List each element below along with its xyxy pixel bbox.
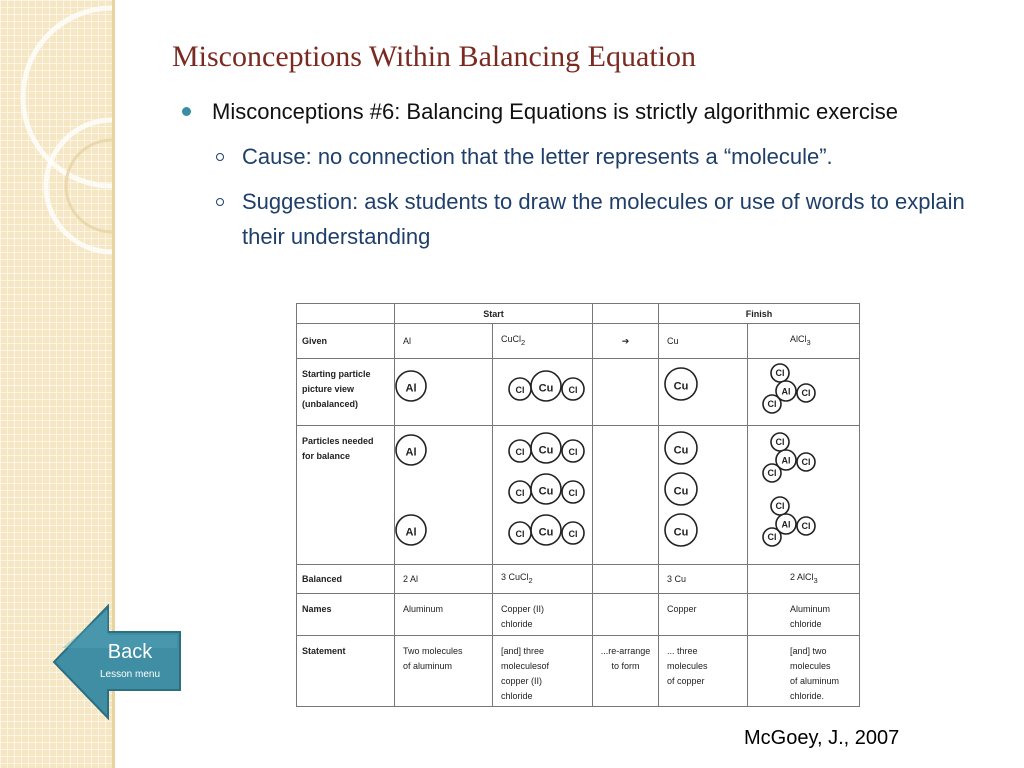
statement-line: of aluminum <box>790 676 840 686</box>
given-alcl3-formula: AlCl <box>790 334 807 345</box>
cu-molecule <box>665 368 697 400</box>
balanced-cu: 3 Cu <box>659 565 748 594</box>
sub-bullet-suggestion-text: Suggestion: ask students to draw the molecules or use of words to explain their understanding <box>242 189 965 249</box>
start-cu-drawing <box>659 359 748 425</box>
given-cucl2-sub: 2 <box>521 337 526 347</box>
sub-bullet-cause-text: Cause: no connection that the letter represents a “molecule”. <box>242 144 833 169</box>
statement-line: [and] three <box>501 646 545 656</box>
statement-line: moleculesof <box>501 661 550 671</box>
back-button-label[interactable]: Back <box>107 641 153 663</box>
names-al: Aluminum <box>395 594 493 636</box>
label-line: (unbalanced) <box>302 399 359 409</box>
label-line: Particles needed <box>302 436 374 446</box>
given-alcl3-sub: 3 <box>806 337 811 347</box>
row-particles-needed <box>297 426 860 565</box>
start-cucl2-cell <box>493 359 593 426</box>
names-cu: Copper <box>659 594 748 636</box>
statement-al <box>395 636 493 707</box>
row-starting-particles <box>297 359 860 426</box>
al-molecule <box>396 515 426 545</box>
table-header-row <box>297 304 860 324</box>
source-credit: McGoey, J., 2007 <box>744 727 900 749</box>
given-cucl2 <box>493 324 593 359</box>
names-line: chloride <box>790 619 822 629</box>
need-alcl3-cell <box>748 426 860 565</box>
need-alcl3-drawing <box>748 426 860 564</box>
bullet-dot <box>182 107 191 116</box>
balanced-al: 2 Al <box>395 565 493 594</box>
cucl2-molecule <box>509 433 584 463</box>
al-atom-label: Al <box>405 382 417 395</box>
given-cu: Cu <box>659 324 748 359</box>
sub-bullet-marker <box>216 198 224 206</box>
bullet-list <box>178 94 978 254</box>
label-statement: Statement <box>297 636 395 707</box>
cl-atom-label: Cl <box>515 384 525 395</box>
cu-atom-label: Cu <box>673 526 689 539</box>
alcl3-molecule <box>763 364 815 413</box>
row-given <box>297 324 860 359</box>
bullet-text: Misconceptions #6: Balancing Equations is strictly algorithmic exercise <box>212 99 898 124</box>
cu-molecule <box>665 514 697 546</box>
cl-atom-label: Cl <box>568 487 578 498</box>
balanced-alcl3-sub: 3 <box>813 575 818 585</box>
cu-atom-label: Cu <box>673 485 689 498</box>
start-arrow-cell <box>593 359 659 426</box>
cl-atom-label: Cl <box>568 446 578 457</box>
cu-molecule <box>665 473 697 505</box>
statement-line: [and] two <box>790 646 827 656</box>
balanced-arrow-blank <box>593 565 659 594</box>
cu-atom-label: Cu <box>538 444 554 457</box>
statement-line: ... three <box>667 646 698 656</box>
statement-line: Two molecules <box>403 646 463 656</box>
start-al-drawing <box>395 359 493 425</box>
label-starting-particle <box>297 359 395 426</box>
start-cucl2-drawing <box>493 359 593 425</box>
need-al-drawing <box>395 426 493 564</box>
cucl2-molecule <box>509 474 584 504</box>
header-blank <box>297 304 395 324</box>
row-names <box>297 594 860 636</box>
balancing-table <box>296 303 860 707</box>
cu-atom-label: Cu <box>673 380 689 393</box>
cl-atom-label: Cl <box>568 528 578 539</box>
statement-line: chloride. <box>790 691 825 701</box>
start-alcl3-drawing <box>748 359 860 425</box>
sub-bullet-cause <box>212 139 978 174</box>
alcl3-molecule <box>763 433 815 482</box>
cu-atom-label: Cu <box>538 382 554 395</box>
statement-alcl3 <box>748 636 860 707</box>
need-cucl2-drawing <box>493 426 593 564</box>
cl-atom-label: Cl <box>515 528 525 539</box>
cl-atom-label: Cl <box>801 521 811 532</box>
statement-line: of aluminum <box>403 661 453 671</box>
statement-cu <box>659 636 748 707</box>
need-al-cell <box>395 426 493 565</box>
start-al-cell <box>395 359 493 426</box>
al-atom-label: Al <box>781 455 791 466</box>
back-button-sublabel[interactable]: Lesson menu <box>99 669 161 680</box>
names-line: chloride <box>501 619 533 629</box>
names-line: Copper (II) <box>501 604 545 614</box>
cl-atom-label: Cl <box>568 384 578 395</box>
statement-line: chloride <box>501 691 533 701</box>
given-cucl2-formula: CuCl <box>501 334 522 345</box>
need-cu-cell <box>659 426 748 565</box>
label-particles-needed <box>297 426 395 565</box>
need-arrow-cell <box>593 426 659 565</box>
balanced-cucl2-sub: 2 <box>528 575 533 585</box>
al-atom-label: Al <box>781 386 791 397</box>
label-line: Starting particle <box>302 369 371 379</box>
cu-atom-label: Cu <box>538 485 554 498</box>
cl-atom-label: Cl <box>775 368 785 379</box>
cl-atom-label: Cl <box>801 457 811 468</box>
al-atom-label: Al <box>781 519 791 530</box>
header-finish: Finish <box>659 304 860 324</box>
balanced-alcl3 <box>748 565 860 594</box>
names-arrow-blank <box>593 594 659 636</box>
cl-atom-label: Cl <box>767 468 777 479</box>
cl-atom-label: Cl <box>767 399 777 410</box>
need-cucl2-cell <box>493 426 593 565</box>
statement-line: to form <box>611 661 640 671</box>
start-cu-cell <box>659 359 748 426</box>
cl-atom-label: Cl <box>515 446 525 457</box>
cl-atom-label: Cl <box>801 388 811 399</box>
al-atom-label: Al <box>405 526 417 539</box>
statement-cucl2 <box>493 636 593 707</box>
al-molecule <box>396 435 426 465</box>
statement-line: of copper <box>667 676 705 686</box>
statement-arrow <box>593 636 659 707</box>
label-given: Given <box>297 324 395 359</box>
label-balanced: Balanced <box>297 565 395 594</box>
alcl3-molecule <box>763 497 815 546</box>
names-cucl2 <box>493 594 593 636</box>
statement-line: copper (II) <box>501 676 543 686</box>
al-atom-label: Al <box>405 446 417 459</box>
cl-atom-label: Cl <box>775 501 785 512</box>
row-balanced <box>297 565 860 594</box>
given-alcl3 <box>748 324 860 359</box>
given-arrow: ➔ <box>593 324 659 359</box>
label-line: picture view <box>302 384 355 394</box>
balanced-cucl2 <box>493 565 593 594</box>
label-names: Names <box>297 594 395 636</box>
statement-line: ...re-arrange <box>600 646 651 656</box>
sub-bullet-list <box>212 139 978 254</box>
cu-atom-label: Cu <box>673 444 689 457</box>
decorative-rings <box>0 0 200 400</box>
cl-atom-label: Cl <box>515 487 525 498</box>
statement-line: molecules <box>667 661 708 671</box>
cucl2-molecule <box>509 515 584 545</box>
cucl2-molecule <box>509 371 584 401</box>
header-arrow-blank <box>593 304 659 324</box>
start-alcl3-cell <box>748 359 860 426</box>
given-al: Al <box>395 324 493 359</box>
label-line: for balance <box>302 451 351 461</box>
need-cu-drawing <box>659 426 748 564</box>
cu-molecule <box>665 432 697 464</box>
statement-line: molecules <box>790 661 831 671</box>
names-line: Aluminum <box>790 604 831 614</box>
slide-title: Misconceptions Within Balancing Equation <box>172 40 696 73</box>
row-statement <box>297 636 860 707</box>
cu-atom-label: Cu <box>538 526 554 539</box>
header-start: Start <box>395 304 593 324</box>
names-alcl3 <box>748 594 860 636</box>
sub-bullet-marker <box>216 153 224 161</box>
bullet-main <box>178 94 978 254</box>
al-molecule <box>396 371 426 401</box>
balanced-alcl3-formula: 2 AlCl <box>790 572 814 583</box>
cl-atom-label: Cl <box>775 437 785 448</box>
sub-bullet-suggestion <box>212 184 978 254</box>
balanced-cucl2-formula: 3 CuCl <box>501 572 529 583</box>
cl-atom-label: Cl <box>767 532 777 543</box>
